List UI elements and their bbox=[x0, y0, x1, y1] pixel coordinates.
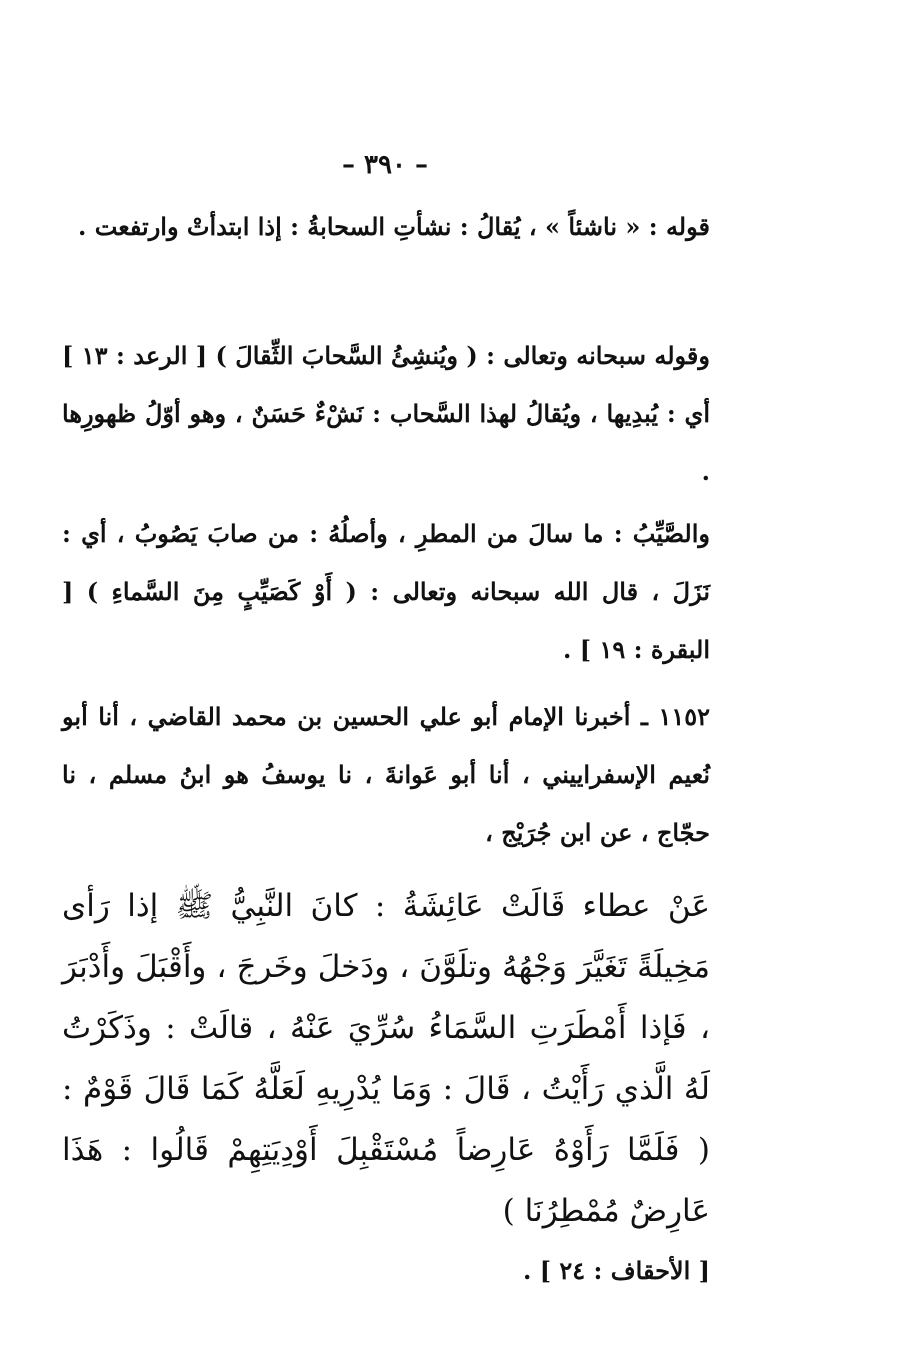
paragraph-text: والصَّيِّبُ : ما سالَ من المطرِ ، وأصلُهُ : من صابَ يَصُوبُ ، أي : نَزَلَ ، قال الله سبحانه وتعالى : ( أَوْ كَصَيِّبٍ مِنَ السَّماءِ ) [ البقرة : ١٩ ] . bbox=[62, 519, 710, 664]
hadith-text: عَنْ عطاء قَالَتْ عَائِشَةُ : كانَ النَّبِيُّ ﷺ إذا رَأى مَخِيلَةً تَغَيَّرَ وَجْهُهُ وتلَوَّنَ ، ودَخلَ وخَرجَ ، وأَقْبَلَ وأَدْبَرَ ، فَإذا أَمْطَرَتِ السَّمَاءُ سُرِّيَ عَنْهُ ، قالَتْ : وذَكَرْتُ لَهُ الَّذي رَأَيْتُ ، قَالَ : وَمَا يُدْرِيهِ لَعَلَّهُ كَمَا قَالَ قَوْمٌ : ( فَلَمَّا رَأَوْهُ عَارِضاً مُسْتَقْبِلَ أَوْدِيَتِهِمْ قَالُوا : هَذَا عَارِضٌ مُمْطِرُنَا ) bbox=[62, 888, 710, 1229]
paragraph-as-sayyib bbox=[62, 505, 710, 679]
isnad-text: ١١٥٢ ـ أخبرنا الإمام أبو علي الحسين بن محمد القاضي ، أنا أبو نُعيم الإسفراييني ، أنا أبو عَوانةَ ، نا يوسفُ هو ابنُ مسلم ، نا حجّاج ، عن ابن جُرَيْج ، bbox=[62, 702, 710, 847]
paragraph-text: قوله : « ناشئاً » ، يُقالُ : نشأتِ السحابةُ : إذا ابتدأتْ وارتفعت . bbox=[78, 212, 710, 241]
hadith-block bbox=[62, 876, 710, 1300]
page-number: – ٣٩٠ – bbox=[341, 150, 429, 180]
paragraph-nashi-an bbox=[62, 198, 710, 256]
quran-reference: [ الأحقاف : ٢٤ ] . bbox=[522, 1256, 710, 1285]
paragraph-yunshi-as-sahab bbox=[62, 327, 710, 501]
paragraph-isnad-1152 bbox=[62, 688, 710, 862]
paragraph-text: وقوله سبحانه وتعالى : ( ويُنشِئُ السَّحابَ الثِّقالَ ) [ الرعد : ١٣ ] أي : يُبدِيها ، ويُقالُ لهذا السَّحاب : نَشْءٌ حَسَنٌ ، وهو أوّلُ ظهورِها . bbox=[62, 341, 710, 486]
